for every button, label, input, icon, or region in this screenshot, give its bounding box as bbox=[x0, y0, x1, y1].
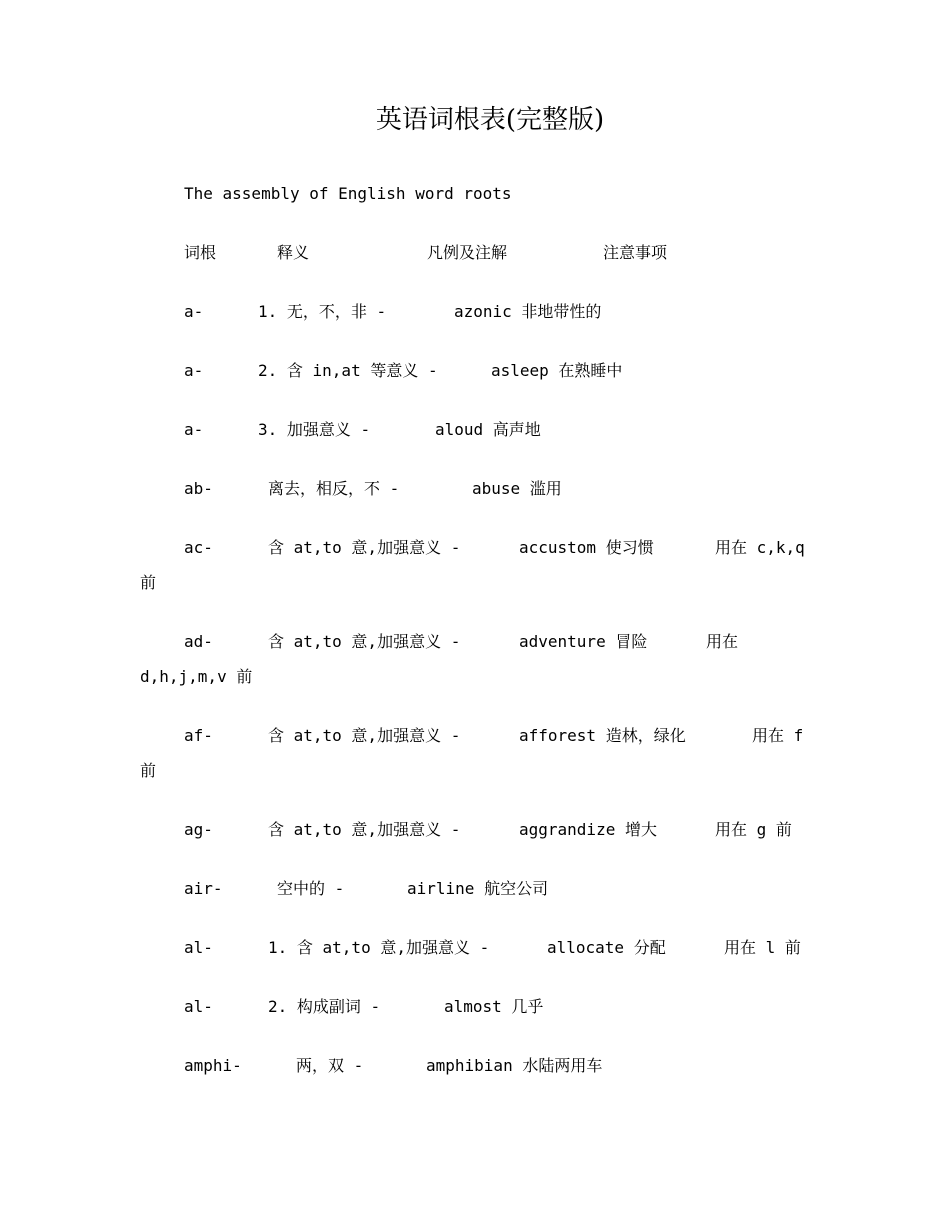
document-subtitle: The assembly of English word roots bbox=[184, 184, 512, 203]
header-root: 词根 bbox=[184, 243, 217, 262]
entry-example: aggrandize 增大 bbox=[519, 820, 657, 839]
entry-meaning: 两，双 - bbox=[296, 1056, 364, 1075]
entry-note-continuation: 前 bbox=[140, 573, 157, 592]
entry-meaning: 1. 无，不，非 - bbox=[258, 302, 387, 321]
entry-note-continuation: 前 bbox=[140, 761, 157, 780]
entry-example: accustom 使习惯 bbox=[519, 538, 654, 557]
entry-root: ab- bbox=[184, 479, 213, 498]
entry-note: 用在 g 前 bbox=[715, 820, 792, 839]
entry-example: asleep 在熟睡中 bbox=[491, 361, 623, 380]
entry-example: afforest 造林，绿化 bbox=[519, 726, 686, 745]
entry-root: al- bbox=[184, 938, 213, 957]
entry-meaning: 含 at,to 意,加强意义 - bbox=[268, 820, 461, 839]
entry-root: ad- bbox=[184, 632, 213, 651]
header-example: 凡例及注解 bbox=[427, 243, 508, 262]
entry-root: ag- bbox=[184, 820, 213, 839]
table-row bbox=[184, 1054, 824, 1174]
entry-note: 用在 l 前 bbox=[724, 938, 801, 957]
entry-root: amphi- bbox=[184, 1056, 242, 1075]
entry-example: almost 几乎 bbox=[444, 997, 544, 1016]
entry-meaning: 空中的 - bbox=[277, 879, 345, 898]
entry-root: a- bbox=[184, 361, 204, 380]
entry-meaning: 含 at,to 意,加强意义 - bbox=[268, 538, 461, 557]
document-title: 英语词根表(完整版) bbox=[375, 105, 605, 135]
entry-root: a- bbox=[184, 302, 204, 321]
entry-note: 用在 bbox=[706, 632, 739, 651]
entry-example: adventure 冒险 bbox=[519, 632, 648, 651]
entry-meaning: 含 at,to 意,加强意义 - bbox=[268, 726, 461, 745]
entry-example: allocate 分配 bbox=[547, 938, 666, 957]
entry-meaning: 离去，相反，不 - bbox=[268, 479, 400, 498]
entry-root: a- bbox=[184, 420, 204, 439]
entry-meaning: 含 at,to 意,加强意义 - bbox=[268, 632, 461, 651]
entry-example: airline 航空公司 bbox=[407, 879, 549, 898]
entry-example: azonic 非地带性的 bbox=[454, 302, 602, 321]
entry-note-continuation: d,h,j,m,v 前 bbox=[140, 667, 253, 686]
entry-root: air- bbox=[184, 879, 223, 898]
entry-meaning: 1. 含 at,to 意,加强意义 - bbox=[268, 938, 490, 957]
entry-meaning: 2. 构成副词 - bbox=[268, 997, 381, 1016]
entry-note: 用在 f bbox=[752, 726, 804, 745]
entry-meaning: 2. 含 in,at 等意义 - bbox=[258, 361, 438, 380]
entry-meaning: 3. 加强意义 - bbox=[258, 420, 371, 439]
header-meaning: 释义 bbox=[277, 243, 310, 262]
entry-note: 用在 c,k,q bbox=[715, 538, 805, 557]
header-note: 注意事项 bbox=[603, 243, 668, 262]
entry-root: af- bbox=[184, 726, 213, 745]
entry-example: amphibian 水陆两用车 bbox=[426, 1056, 603, 1075]
entry-example: abuse 滥用 bbox=[472, 479, 562, 498]
entry-example: aloud 高声地 bbox=[435, 420, 541, 439]
entry-root: ac- bbox=[184, 538, 213, 557]
entry-root: al- bbox=[184, 997, 213, 1016]
